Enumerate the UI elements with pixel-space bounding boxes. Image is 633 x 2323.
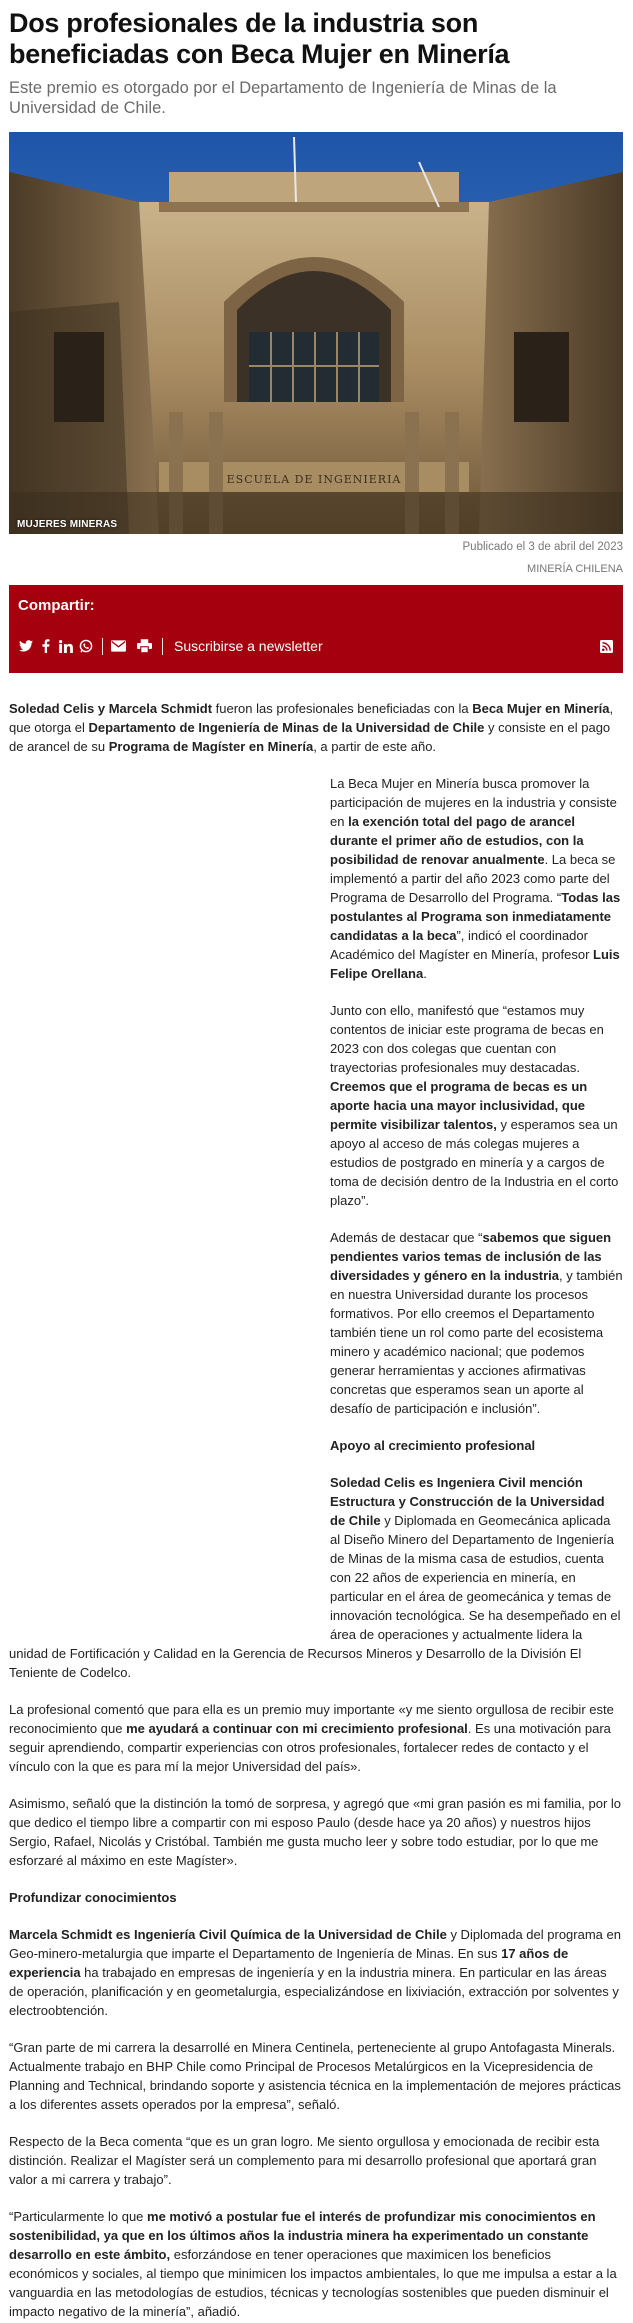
bold-text: Todas las postulantes al Programa son inmediatamente candidatas a la beca: [330, 890, 621, 943]
section-heading: Profundizar conocimientos: [9, 1890, 177, 1905]
hero-image: [9, 132, 623, 534]
article-subtitle: Este premio es otorgado por el Departamento de Ingeniería de Minas de la Universidad de Chile.: [9, 79, 557, 117]
hero-sign-text: ESCUELA DE INGENIERIA: [226, 473, 402, 486]
published-date: Publicado el 3 de abril del 2023: [462, 541, 623, 553]
text-run: . Es una motivación para seguir aprendiendo, compartir experiencias con otros profesionales, fortalecer redes de contacto y el vínculo con la que es para mí la mejor Universidad del país».: [9, 1721, 611, 1774]
text-run: y Diplomada en Geomecánica aplicada al Diseño Minero del Departamento de Ingeniería de Minas de la misma casa de estudios, cuenta con 22 años de experiencia en minería, en particular en el área de geomecánica y temas de innovación tecnológica. Se ha desempeñado en el área de operaciones y actualmente lidera la unidad de Fortificación y Calidad en la Gerencia de Recursos Mineros y Desarrollo de la División El Teniente de Codelco.: [9, 1513, 621, 1680]
text-run: , a partir de este año.: [313, 739, 437, 754]
bold-text: 17 años de experiencia: [9, 1946, 569, 1980]
rss-icon[interactable]: [598, 638, 614, 654]
share-box: [9, 585, 623, 673]
bold-text: Departamento de Ingeniería de Minas de la Universidad de Chile: [88, 720, 485, 735]
bold-text: Soledad Celis y Marcela Schmidt: [9, 701, 213, 716]
paragraph: [330, 774, 623, 983]
paragraph: [9, 2038, 623, 2114]
paragraph: [9, 2207, 623, 2321]
paragraph: [9, 1925, 623, 2020]
bold-text: Luis Felipe Orellana: [330, 947, 620, 981]
whatsapp-icon[interactable]: [78, 638, 94, 654]
bold-text: Creemos que el programa de becas es un aporte hacia una mayor inclusividad, que permite visibilizar talentos,: [330, 1079, 588, 1132]
article-meta: [9, 540, 623, 576]
bold-text: la exención total del pago de arancel durante el primer año de estudios, con la posibilidad de renovar anualmente: [330, 814, 584, 867]
text-run: “Gran parte de mi carrera la desarrollé en Minera Centinela, perteneciente al grupo Antofagasta Minerals. Actualmente trabajo en BHP Chile como Principal de Procesos Metalúrgicos en la Vicepresidencia de Planning and Technical, brindando soporte y asistencia técnica en la implementación de mejores prácticas a los diferentes assets operados por la empresa”, señaló.: [9, 2040, 621, 2112]
empty-ad-space: [9, 774, 330, 1637]
text-run: ”, indicó el coordinador Académico del Magíster en Minería, profesor: [330, 928, 594, 962]
text-run: Asimismo, señaló que la distinción la tomó de sorpresa, y agregó que «mi gran pasión es mi familia, por lo que dedico el tiempo libre a compartir con mi esposo Paulo (desde hace ya 20 años) y nuestros hijos Sergio, Rafael, Nicolás y Cristóbal. También me gusta mucho leer y sobre todo estudiar, por lo que me esforzaré al máximo en este Magíster».: [9, 1796, 622, 1868]
text-run: La profesional comentó que para ella es un premio muy importante «y me siento orgullosa de recibir este reconocimiento que: [9, 1702, 614, 1736]
article-body: [9, 699, 623, 2321]
paragraph: [9, 1794, 623, 1870]
twitter-icon[interactable]: [18, 638, 34, 654]
share-separator: [162, 638, 163, 655]
image-caption: MUJERES MINERAS: [17, 519, 118, 530]
share-title: Compartir:: [18, 597, 95, 614]
paragraph: [9, 1700, 623, 1776]
share-row: [18, 636, 614, 656]
text-column: [330, 774, 623, 1455]
text-run: Junto con ello, manifestó que “estamos muy contentos de iniciar este programa de becas en 2023 con dos colegas que cuentan con trayectorias profesionales muy destacadas.: [330, 1003, 604, 1075]
section-heading: Apoyo al crecimiento profesional: [330, 1438, 536, 1453]
bold-text: Beca Mujer en Minería: [472, 701, 610, 716]
text-run: fueron las profesionales beneficiadas con la: [212, 701, 473, 716]
bold-text: Programa de Magíster en Minería: [108, 739, 314, 754]
text-run: La Beca Mujer en Minería busca promover la participación de mujeres en la industria y consiste en: [330, 776, 617, 829]
text-run: , y también en nuestra Universidad durante los procesos formativos. Por ello creemos el Departamento también tiene un rol como parte del ecosistema minero y académico nacional; que podemos generar herramientas y acciones afirmativas concretas que esperamos sean un aporte al desafío de participación e inclusión”.: [330, 1268, 623, 1416]
email-icon[interactable]: [110, 638, 126, 654]
article-title: Dos profesionales de la industria son beneficiadas con Beca Mujer en Minería: [9, 8, 510, 69]
text-run: esforzándose en tener operaciones que maximicen los beneficios económicos y sociales, al tiempo que minimicen los impactos ambientales, lo que me impulsa a estar a la vanguardia en las metodologías de estudios, técnicas y tecnologías sostenibles que pueden disminuir el impacto negativo de la minería”, añadió.: [9, 2247, 617, 2319]
paragraph: [9, 2132, 623, 2189]
text-run: Además de destacar que “: [330, 1230, 483, 1245]
bold-text: sabemos que siguen pendientes varios temas de inclusión de las diversidades y género en la industria: [330, 1230, 612, 1283]
text-run: Respecto de la Beca comenta “que es un gran logro. Me siento orgullosa y emocionada de recibir esta distinción. Realizar el Magíster será un complemento para mi desarrollo profesional que aportará gran valor a mi carrera y trabajo”.: [9, 2134, 600, 2187]
bold-text: me ayudará a continuar con mi crecimiento profesional: [126, 1721, 468, 1736]
bold-text: me motivó a postular fue el interés de profundizar mis conocimientos en sostenibilidad, ya que en los últimos años la industria minera ha experimentado un constante desarrollo en este ámbito,: [9, 2209, 596, 2262]
text-run: y Diplomada del programa en Geo-minero-metalurgia que imparte el Departamento de Ingeniería de Minas. En sus: [9, 1927, 621, 1961]
text-run: ha trabajado en empresas de ingeniería y en la industria minera. En particular en las áreas de operación, planificación y en geometalurgia, especializándose en lixiviación, extracción por solventes y electroobtención.: [9, 1965, 619, 2018]
facebook-icon[interactable]: [38, 638, 54, 654]
share-separator: [102, 638, 103, 655]
print-icon[interactable]: [136, 638, 152, 654]
text-run: .: [423, 966, 427, 981]
text-run: , que otorga el: [9, 701, 614, 735]
paragraph: [9, 699, 623, 756]
text-run: . La beca se implementó a partir del año 2023 como parte del Programa de Desarrollo del Programa. “: [330, 852, 616, 905]
paragraph: [330, 1001, 623, 1210]
article-source: MINERÍA CHILENA: [527, 563, 623, 575]
bold-text: Soledad Celis es Ingeniera Civil mención Estructura y Construcción de la Universidad de Chile: [330, 1475, 605, 1528]
linkedin-icon[interactable]: [58, 638, 74, 654]
text-run: y consiste en el pago de arancel de su: [9, 720, 611, 754]
bold-text: Marcela Schmidt es Ingeniería Civil Química de la Universidad de Chile: [9, 1927, 447, 1942]
text-run: “Particularmente lo que: [9, 2209, 148, 2224]
paragraph: [330, 1228, 623, 1418]
text-run: y esperamos sea un apoyo al acceso de más colegas mujeres a estudios de postgrado en minería y a cargos de toma de decisión dentro de la Industria en el corto plazo”.: [330, 1117, 619, 1208]
newsletter-link[interactable]: Suscribirse a newsletter: [174, 638, 323, 654]
